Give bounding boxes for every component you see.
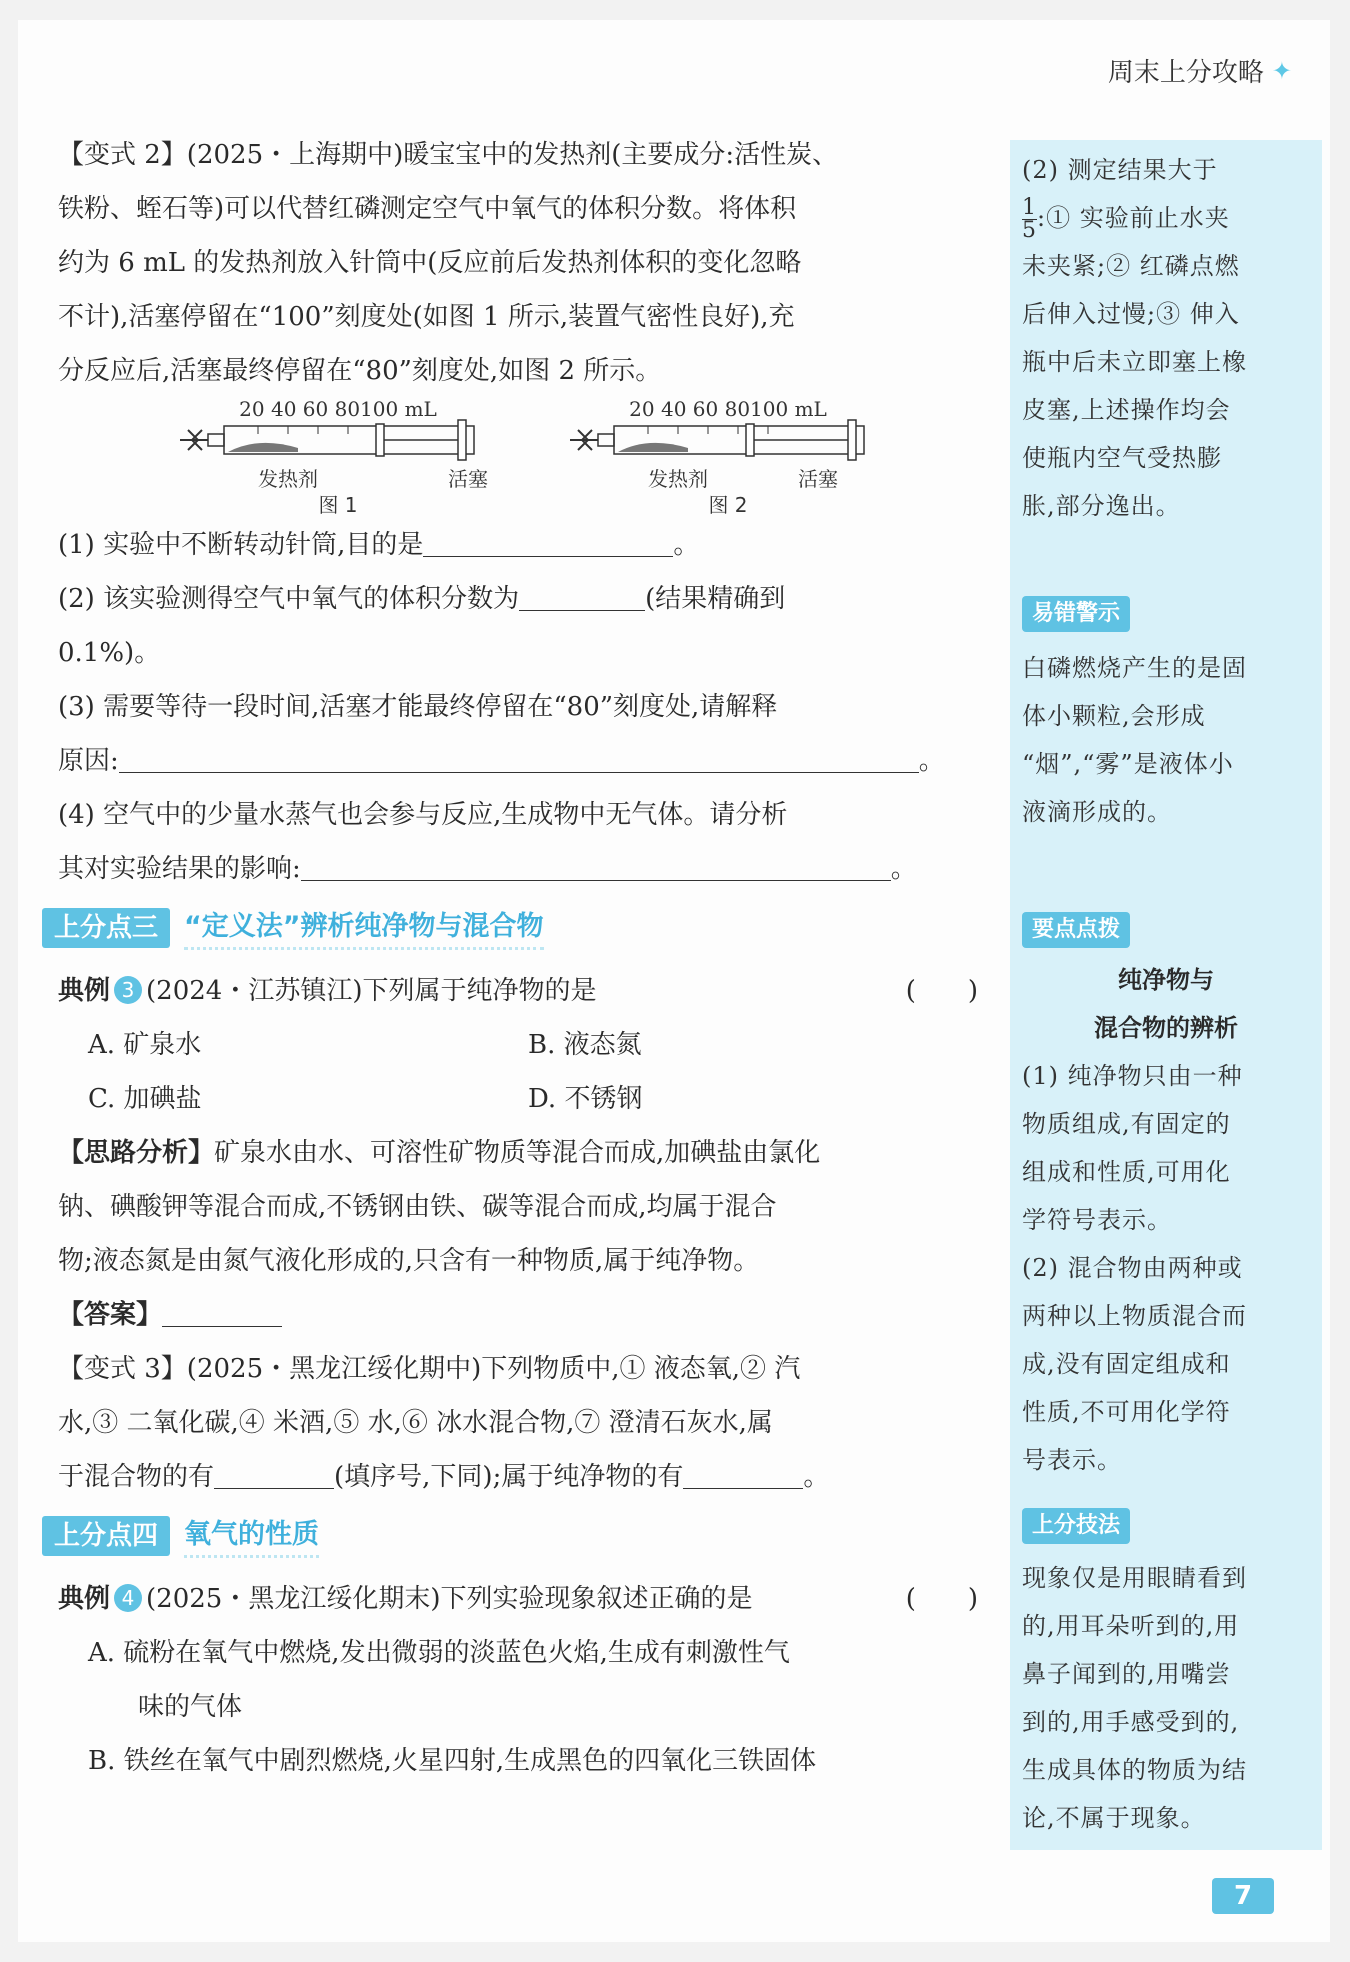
sidebar-heading: 纯净物与 混合物的辨析 xyxy=(1094,966,1238,1042)
variant2-line: 铁粉、蛭石等)可以代替红磷测定空气中氧气的体积分数。将体积 xyxy=(58,194,797,224)
sidebar-note-1: (2) 测定结果大于 $\frac{1}{5}$ :① 实验前止水夹 未夹紧;② 红磷点燃 后伸入过慢;③ 伸入 瓶中后未立即塞上橡 皮塞,上述操作均会 使瓶内空气受热膨 胀,部分逸出。 xyxy=(1022,156,1247,520)
question-3: (3) 需要等待一段时间,活塞才能最终停留在“80”刻度处,请解释 xyxy=(58,692,778,722)
variant2-line: 分反应后,活塞最终停留在“80”刻度处,如图 2 所示。 xyxy=(58,356,662,386)
fig1-agent-label: 发热剂 xyxy=(258,467,318,491)
tip-tag-mistakes: 易错警示 xyxy=(1022,596,1130,632)
answer: 【答案】 xyxy=(58,1288,988,1342)
options-row xyxy=(58,1018,988,1072)
main-column xyxy=(54,128,988,1788)
example-number-badge: 3 xyxy=(114,976,142,1004)
answer-blank[interactable] xyxy=(119,742,919,773)
option-b[interactable]: B. 铁丝在氧气中剧烈燃烧,火星四射,生成黑色的四氧化三铁固体 xyxy=(88,1746,817,1776)
analysis: 【思路分析】矿泉水由水、可溶性矿物质等混合而成,加碘盐由氯化 xyxy=(58,1138,821,1168)
sidebar-note-4: 现象仅是用眼睛看到 的,用耳朵听到的,用 鼻子闻到的,用嘴尝 到的,用手感受到的, 生成具体的物质为结 论,不属于现象。 xyxy=(1022,1564,1247,1832)
fig2-caption: 图 2 xyxy=(708,493,748,517)
analysis-line: 钠、碘酸钾等混合而成,不锈钢由铁、碳等混合而成,均属于混合 xyxy=(58,1192,777,1222)
option-d[interactable]: D. 不锈钢 xyxy=(528,1084,643,1114)
variant3-line: 于混合物的有 (填序号,下同);属于纯净物的有 。 xyxy=(58,1450,988,1504)
section-tag: 上分点四 xyxy=(42,1516,170,1556)
fig1-caption: 图 1 xyxy=(318,493,358,517)
answer-blank[interactable] xyxy=(162,1296,282,1327)
question-4: (4) 空气中的少量水蒸气也会参与反应,生成物中无气体。请分析 xyxy=(58,800,788,830)
fig2-piston-label: 活塞 xyxy=(798,467,838,491)
fraction: $\frac{1}{5}$ xyxy=(1022,195,1037,243)
question-1: (1) 实验中不断转动针筒,目的是 。 xyxy=(58,518,988,572)
variant3-line: 【变式 3】(2025・黑龙江绥化期中)下列物质中,① 液态氧,② 汽 xyxy=(58,1354,801,1384)
variant2-line: 不计),活塞停留在“100”刻度处(如图 1 所示,装置气密性良好),充 xyxy=(58,302,795,332)
answer-blank[interactable] xyxy=(683,1458,803,1489)
fig2-scale: 20 40 60 80100 mL xyxy=(629,398,827,421)
fig1-piston-label: 活塞 xyxy=(448,467,488,491)
options-row xyxy=(58,1072,988,1126)
sparkle-icon: ✦ xyxy=(1271,56,1292,85)
option-a[interactable]: A. 矿泉水 xyxy=(88,1030,202,1060)
example-number-badge: 4 xyxy=(114,1584,142,1612)
variant2-line: 约为 6 mL 的发热剂放入针筒中(反应前后发热剂体积的变化忽略 xyxy=(58,248,802,278)
answer-blank[interactable] xyxy=(301,850,891,881)
question-2: (2) 该实验测得空气中氧气的体积分数为 (结果精确到 xyxy=(58,572,988,626)
fig1-scale: 20 40 60 80100 mL xyxy=(239,398,437,421)
analysis-line: 物;液态氮是由氮气液化形成的,只含有一种物质,属于纯净物。 xyxy=(58,1246,760,1276)
syringe-figures xyxy=(58,398,988,518)
page-header xyxy=(1108,52,1292,89)
variant3-line: 水,③ 二氧化碳,④ 米酒,⑤ 水,⑥ 冰水混合物,⑦ 澄清石灰水,属 xyxy=(58,1408,773,1438)
section-title: “定义法”辨析纯净物与混合物 xyxy=(184,907,544,950)
option-a-cont: 味的气体 xyxy=(138,1692,243,1722)
option-c[interactable]: C. 加碘盐 xyxy=(88,1084,202,1114)
tip-tag-techniques: 上分技法 xyxy=(1022,1508,1130,1544)
section-tag: 上分点三 xyxy=(42,908,170,948)
example-3-stem: 典例 3 (2024・江苏镇江)下列属于纯净物的是 ( ) xyxy=(58,964,988,1018)
question-3-cont: 原因: 。 xyxy=(58,734,988,788)
syringe-diagram xyxy=(128,398,908,518)
question-2-cont: 0.1%)。 xyxy=(58,638,161,668)
option-b[interactable]: B. 液态氮 xyxy=(528,1030,642,1060)
answer-blank[interactable] xyxy=(519,580,645,611)
answer-blank[interactable] xyxy=(214,1458,334,1489)
sidebar-note-2: 白磷燃烧产生的是固 体小颗粒,会形成 “烟”,“雾”是液体小 液滴形成的。 xyxy=(1022,654,1247,826)
sidebar-note-3: (1) 纯净物只由一种 物质组成,有固定的 组成和性质,可用化 学符号表示。 (2) 混合物由两种或 两种以上物质混合而 成,没有固定组成和 性质,不可用化学符 号表示。 xyxy=(1022,1062,1247,1474)
syringe-figure-2 xyxy=(570,398,864,517)
syringe-figure-1 xyxy=(180,398,488,517)
section-title: 氧气的性质 xyxy=(184,1515,319,1558)
section-heading-3 xyxy=(42,902,988,954)
answer-blank[interactable] xyxy=(423,526,673,557)
header-title: 周末上分攻略 xyxy=(1107,58,1264,88)
variant2-line: 【变式 2】(2025・上海期中)暖宝宝中的发热剂(主要成分:活性炭、 xyxy=(58,140,839,170)
example-4-stem: 典例 4 (2025・黑龙江绥化期末)下列实验现象叙述正确的是 ( ) xyxy=(58,1572,988,1626)
tip-tag-key-points: 要点点拨 xyxy=(1022,912,1130,948)
page-number: 7 xyxy=(1212,1878,1274,1914)
answer-bracket[interactable]: ( ) xyxy=(905,976,978,1006)
fig2-agent-label: 发热剂 xyxy=(648,467,708,491)
question-4-cont: 其对实验结果的影响: 。 xyxy=(58,842,988,896)
section-heading-4 xyxy=(42,1510,988,1562)
option-a[interactable]: A. 硫粉在氧气中燃烧,发出微弱的淡蓝色火焰,生成有刺激性气 xyxy=(88,1638,790,1668)
answer-bracket[interactable]: ( ) xyxy=(905,1584,978,1614)
